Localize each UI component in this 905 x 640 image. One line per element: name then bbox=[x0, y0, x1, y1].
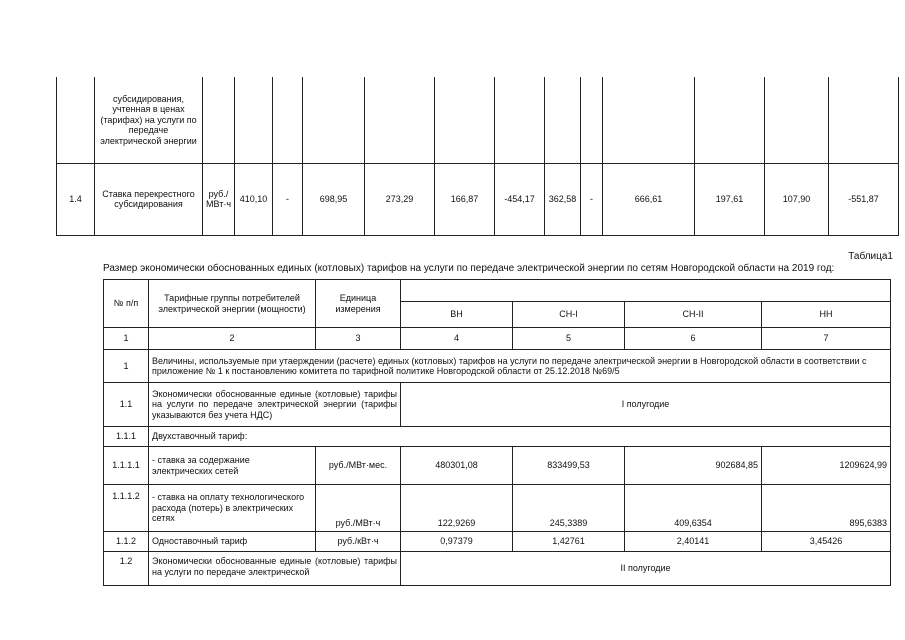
value-cell: 245,3389 bbox=[513, 485, 625, 532]
table-row bbox=[104, 447, 891, 485]
header-unit: Единица измерения bbox=[316, 280, 401, 328]
column-number: 1 bbox=[104, 328, 149, 350]
value-cell: 166,87 bbox=[435, 163, 495, 235]
column-number: 7 bbox=[762, 328, 891, 350]
column-number: 2 bbox=[149, 328, 316, 350]
unit-cell: руб./ МВт·ч bbox=[203, 163, 235, 235]
table-number-label: Таблица1 bbox=[848, 251, 893, 262]
table-row bbox=[57, 163, 899, 235]
header-level: НН bbox=[762, 302, 891, 328]
column-number: 3 bbox=[316, 328, 401, 350]
header-group: Тарифные группы потребителей электрической энергии (мощности) bbox=[149, 280, 316, 328]
table-row bbox=[104, 350, 891, 383]
row-number: 1.1.1 bbox=[104, 427, 149, 447]
value-cell: 410,10 bbox=[235, 163, 273, 235]
header-row bbox=[104, 280, 891, 302]
value-cell: 0,97379 bbox=[401, 532, 513, 552]
column-number-row bbox=[104, 328, 891, 350]
row-label: Ставка перекрестного субсидирования bbox=[95, 163, 203, 235]
row-text: - ставка за содержание электрических сетей bbox=[149, 447, 316, 485]
value-cell: 122,9269 bbox=[401, 485, 513, 532]
header-level: СН-II bbox=[625, 302, 762, 328]
value-cell: -551,87 bbox=[829, 163, 899, 235]
table-row bbox=[104, 552, 891, 586]
row-number: 1.2 bbox=[104, 552, 149, 586]
period-label: I полугодие bbox=[401, 383, 891, 427]
value-cell: 197,61 bbox=[695, 163, 765, 235]
value-cell: 1,42761 bbox=[513, 532, 625, 552]
header-level: СН-I bbox=[513, 302, 625, 328]
row-number: 1.1.1.1 bbox=[104, 447, 149, 485]
value-cell: 480301,08 bbox=[401, 447, 513, 485]
header-num: № п/п bbox=[104, 280, 149, 328]
value-cell: 895,6383 bbox=[762, 485, 891, 532]
value-cell: 409,6354 bbox=[625, 485, 762, 532]
row-text: Экономически обоснованные единые (котловые) тарифы на услуги по передаче электрической bbox=[149, 552, 401, 586]
column-number: 4 bbox=[401, 328, 513, 350]
value-cell: 902684,85 bbox=[625, 447, 762, 485]
table-row bbox=[104, 427, 891, 447]
table-row bbox=[104, 532, 891, 552]
value-cell: 107,90 bbox=[765, 163, 829, 235]
row-number: 1.4 bbox=[57, 163, 95, 235]
value-cell: - bbox=[273, 163, 303, 235]
table-title: Размер экономически обоснованных единых (котловых) тарифов на услуги по передаче электрической энергии по сетям Новгородской области на 2019 год: bbox=[103, 263, 835, 274]
column-number: 5 bbox=[513, 328, 625, 350]
header-level: ВН bbox=[401, 302, 513, 328]
row-text: Величины, используемые при утаерждении (расчете) единых (котловых) тарифов на услуги по передаче электрической энергии в Новгородской области в соответствии с приложение № 1 к постановлению комитета по тарифной политике Новгородской области от 25.12.2018 №69/5 bbox=[149, 350, 891, 383]
row-text: - ставка на оплату технологического расхода (потерь) в электрических сетях bbox=[149, 485, 316, 532]
table-row bbox=[57, 77, 899, 163]
table-row bbox=[104, 485, 891, 532]
row-number: 1 bbox=[104, 350, 149, 383]
row-text: Одноставочный тариф bbox=[149, 532, 316, 552]
value-cell: 362,58 bbox=[545, 163, 581, 235]
value-cell: - bbox=[581, 163, 603, 235]
value-cell: 2,40141 bbox=[625, 532, 762, 552]
row-label: субсидирования, учтенная в ценах (тарифах) на услуги по передаче электрической энергии bbox=[95, 77, 203, 163]
value-cell: 698,95 bbox=[303, 163, 365, 235]
tariff-table bbox=[103, 279, 891, 586]
row-number: 1.1.2 bbox=[104, 532, 149, 552]
value-cell: -454,17 bbox=[495, 163, 545, 235]
unit-cell: руб./МВт·мес. bbox=[316, 447, 401, 485]
row-number: 1.1 bbox=[104, 383, 149, 427]
column-number: 6 bbox=[625, 328, 762, 350]
value-cell: 1209624,99 bbox=[762, 447, 891, 485]
unit-cell: руб./кВт·ч bbox=[316, 532, 401, 552]
table-row bbox=[104, 383, 891, 427]
value-cell: 273,29 bbox=[365, 163, 435, 235]
row-text: Экономически обоснованные единые (котловые) тарифы на услуги по передаче электрической энергии (тарифы указываются без учета НДС) bbox=[149, 383, 401, 427]
value-cell: 666,61 bbox=[603, 163, 695, 235]
value-cell: 3,45426 bbox=[762, 532, 891, 552]
unit-cell: руб./МВт·ч bbox=[316, 485, 401, 532]
row-number: 1.1.1.2 bbox=[104, 485, 149, 532]
value-cell: 833499,53 bbox=[513, 447, 625, 485]
top-table bbox=[56, 77, 899, 236]
period-label: II полугодие bbox=[401, 552, 891, 586]
row-text: Двухставочный тариф: bbox=[149, 427, 891, 447]
